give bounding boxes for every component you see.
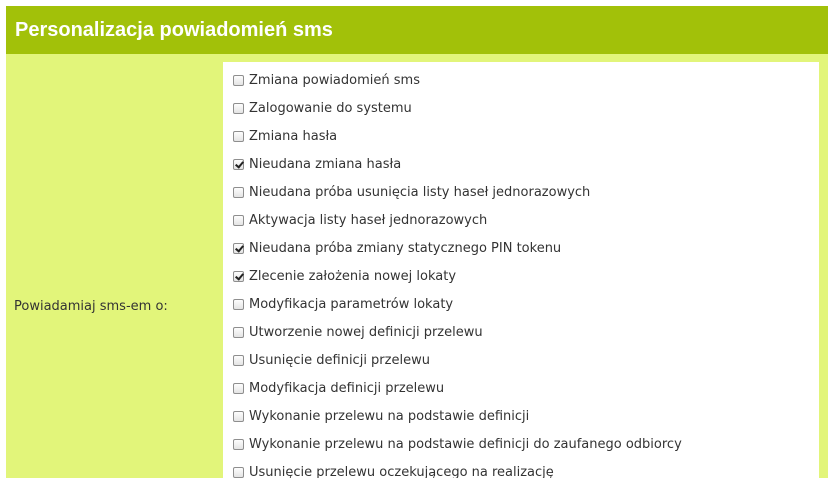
option-label: Usunięcie przelewu oczekującego na realizację — [249, 464, 554, 478]
checkbox[interactable] — [233, 103, 244, 114]
option-label: Utworzenie nowej definicji przelewu — [249, 324, 483, 340]
option-nieudana-zmiana-hasla[interactable] — [233, 154, 401, 174]
option-zalogowanie[interactable] — [233, 98, 412, 118]
checkbox[interactable] — [233, 299, 244, 310]
option-nieudana-proba-usuniecia[interactable] — [233, 182, 590, 202]
checkbox[interactable] — [233, 327, 244, 338]
option-zalozenie-lokaty[interactable] — [233, 266, 456, 286]
checkbox[interactable] — [233, 271, 244, 282]
option-label: Wykonanie przelewu na podstawie definicji — [249, 408, 530, 424]
checkbox[interactable] — [233, 467, 244, 478]
option-modyfikacja-lokaty[interactable] — [233, 294, 453, 314]
checkbox[interactable] — [233, 411, 244, 422]
option-label: Usunięcie definicji przelewu — [249, 352, 430, 368]
option-nieudana-zmiana-pin[interactable] — [233, 238, 561, 258]
option-zmiana-powiadomien[interactable] — [233, 70, 420, 90]
checkbox[interactable] — [233, 159, 244, 170]
sms-notification-panel — [6, 6, 828, 478]
option-label: Modyfikacja parametrów lokaty — [249, 296, 454, 312]
option-label: Zalogowanie do systemu — [249, 100, 412, 116]
option-wykonanie-zaufany[interactable] — [233, 434, 682, 454]
checkbox[interactable] — [233, 215, 244, 226]
option-modyfikacja-definicji[interactable] — [233, 378, 444, 398]
option-label: Nieudana zmiana hasła — [249, 156, 402, 172]
option-nowa-definicja[interactable] — [233, 322, 483, 342]
notify-label: Powiadamiaj sms-em o: — [14, 299, 168, 314]
option-wykonanie-przelewu[interactable] — [233, 406, 529, 426]
option-label: Nieudana próba zmiany statycznego PIN tokenu — [249, 240, 562, 256]
checkbox[interactable] — [233, 131, 244, 142]
option-label: Modyfikacja definicji przelewu — [249, 380, 445, 396]
checkbox[interactable] — [233, 355, 244, 366]
option-usuniecie-oczekujacego[interactable] — [233, 462, 554, 478]
option-label: Zlecenie założenia nowej lokaty — [249, 268, 457, 284]
checkbox[interactable] — [233, 383, 244, 394]
options-list — [223, 62, 819, 478]
option-label: Zmiana hasła — [249, 128, 338, 144]
checkbox[interactable] — [233, 75, 244, 86]
option-zmiana-hasla[interactable] — [233, 126, 337, 146]
option-usuniecie-definicji[interactable] — [233, 350, 430, 370]
option-label: Nieudana próba usunięcia listy haseł jednorazowych — [249, 184, 591, 200]
option-label: Aktywacja listy haseł jednorazowych — [249, 212, 488, 228]
option-aktywacja-listy[interactable] — [233, 210, 487, 230]
option-label: Wykonanie przelewu na podstawie definicji do zaufanego odbiorcy — [249, 436, 682, 452]
notification-settings-row — [6, 62, 828, 478]
checkbox[interactable] — [233, 243, 244, 254]
panel-title: Personalizacja powiadomień sms — [6, 6, 828, 54]
checkbox[interactable] — [233, 439, 244, 450]
checkbox[interactable] — [233, 187, 244, 198]
option-label: Zmiana powiadomień sms — [249, 72, 420, 88]
